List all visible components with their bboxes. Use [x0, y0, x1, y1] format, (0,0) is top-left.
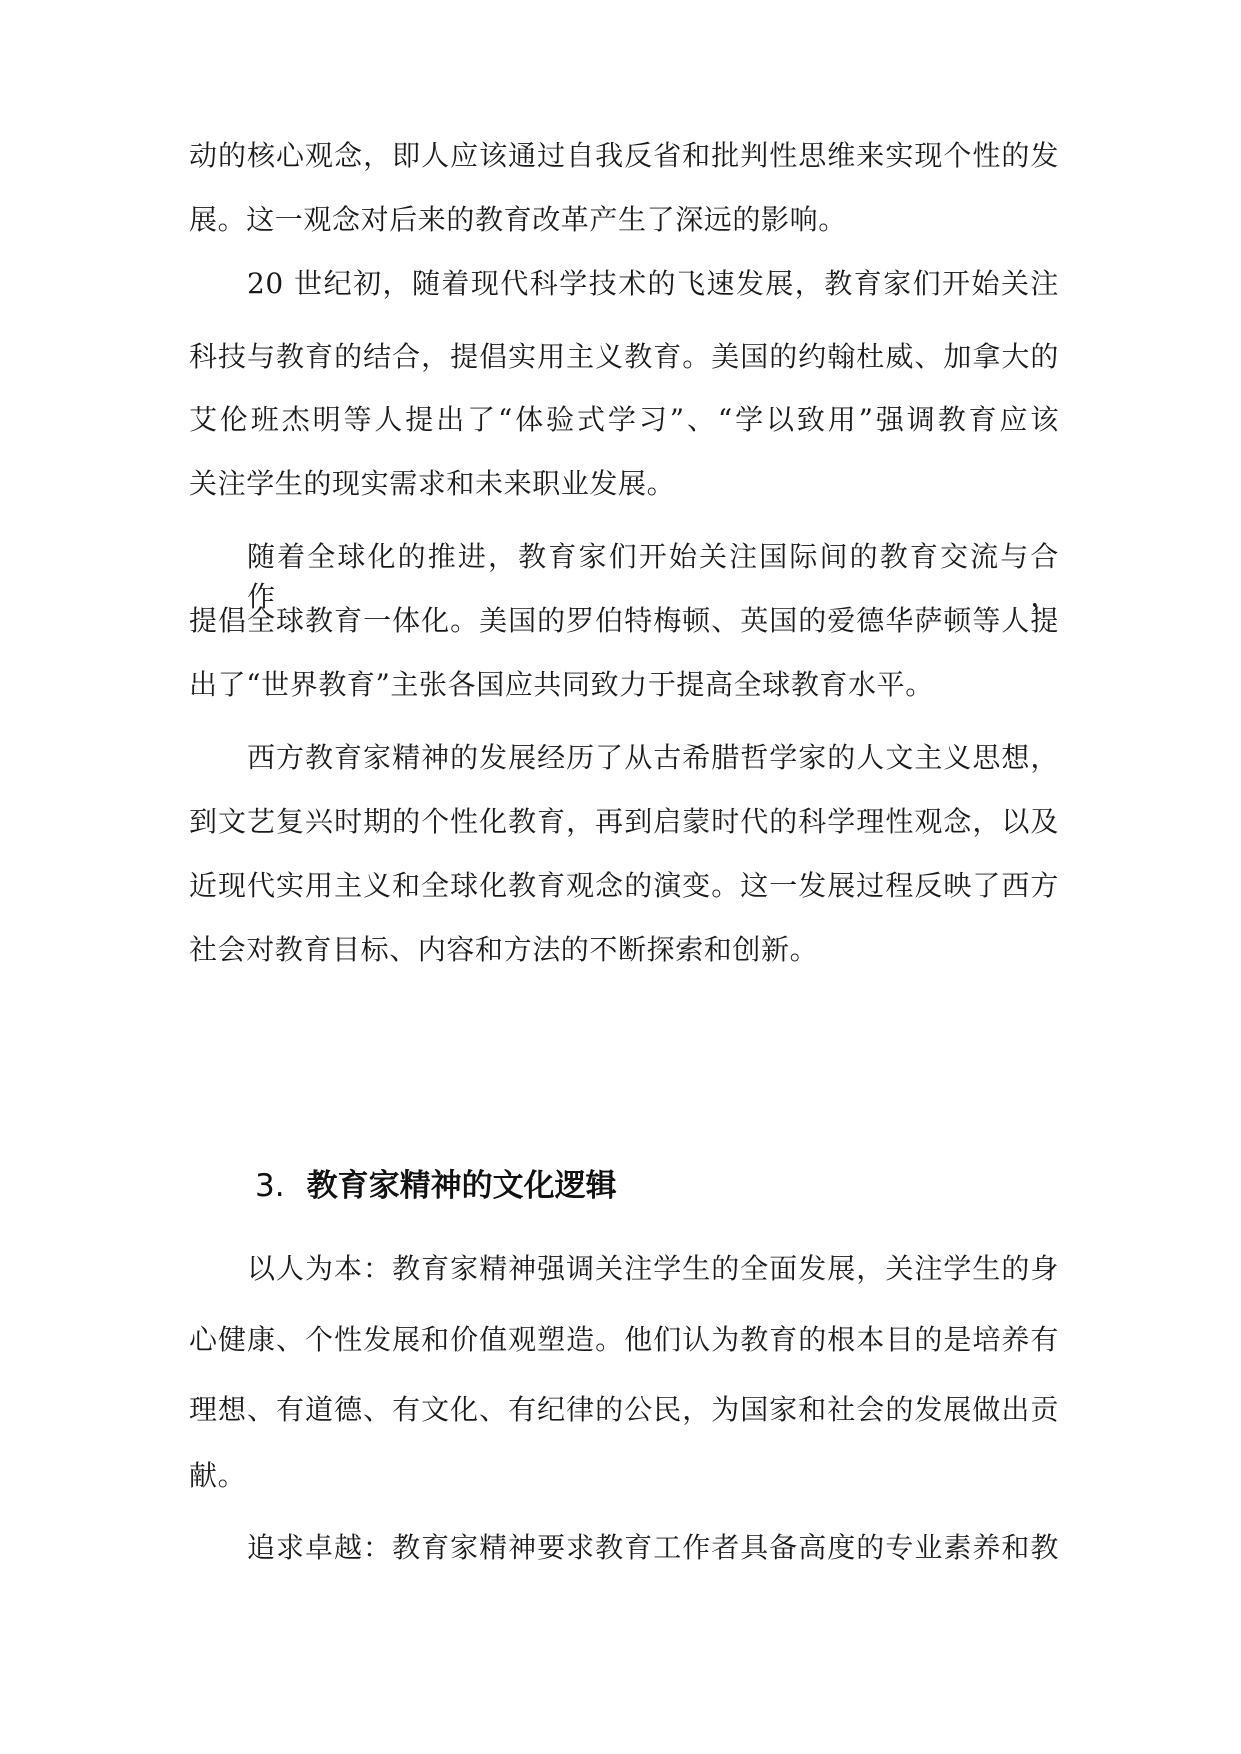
paragraph-1-line-1: 动的核心观念，即人应该通过自我反省和批判性思维来实现个性的发: [189, 139, 1059, 172]
paragraph-4-line-4: 社会对教育目标、内容和方法的不断探索和创新。: [189, 933, 819, 966]
paragraph-4-line-2: 到文艺复兴时期的个性化教育，再到启蒙时代的科学理性观念，以及: [189, 805, 1059, 838]
section-heading: [255, 1164, 617, 1208]
paragraph-2-line-1: 20 世纪初，随着现代科学技术的飞速发展，教育家们开始关注: [247, 267, 1059, 300]
section-paragraph-1-line-2: 心健康、个性发展和价值观塑造。他们认为教育的根本目的是培养有: [189, 1323, 1059, 1356]
paragraph-3-line-2: 提倡全球教育一体化。美国的罗伯特梅顿、英国的爱德华萨顿等人提: [189, 604, 1059, 637]
paragraph-3-line-1: 随着全球化的推进，教育家们开始关注国际间的教育交流与合作，: [247, 540, 1059, 613]
section-title: 教育家精神的文化逻辑: [306, 1168, 617, 1204]
paragraph-4-line-3: 近现代实用主义和全球化教育观念的演变。这一发展过程反映了西方: [189, 869, 1059, 902]
paragraph-2-line-3: 艾伦班杰明等人提出了“体验式学习”、“学以致用”强调教育应该: [189, 403, 1059, 436]
section-number: 3.: [255, 1168, 285, 1204]
paragraph-2-line-4: 关注学生的现实需求和未来职业发展。: [189, 467, 676, 500]
paragraph-3-line-3: 出了“世界教育”主张各国应共同致力于提高全球教育水平。: [189, 668, 934, 701]
section-paragraph-2-line-1: 追求卓越：教育家精神要求教育工作者具备高度的专业素养和教: [247, 1531, 1059, 1564]
paragraph-4-line-1: 西方教育家精神的发展经历了从古希腊哲学家的人文主义思想，: [247, 741, 1059, 774]
section-paragraph-1-line-3: 理想、有道德、有文化、有纪律的公民，为国家和社会的发展做出贡: [189, 1393, 1059, 1426]
paragraph-1-line-2: 展。这一观念对后来的教育改革产生了深远的影响。: [189, 203, 847, 236]
paragraph-2-line-2: 科技与教育的结合，提倡实用主义教育。美国的约翰杜威、加拿大的: [189, 340, 1059, 373]
section-paragraph-1-line-4: 献。: [189, 1459, 247, 1492]
section-paragraph-1-line-1: 以人为本：教育家精神强调关注学生的全面发展，关注学生的身: [247, 1252, 1059, 1285]
